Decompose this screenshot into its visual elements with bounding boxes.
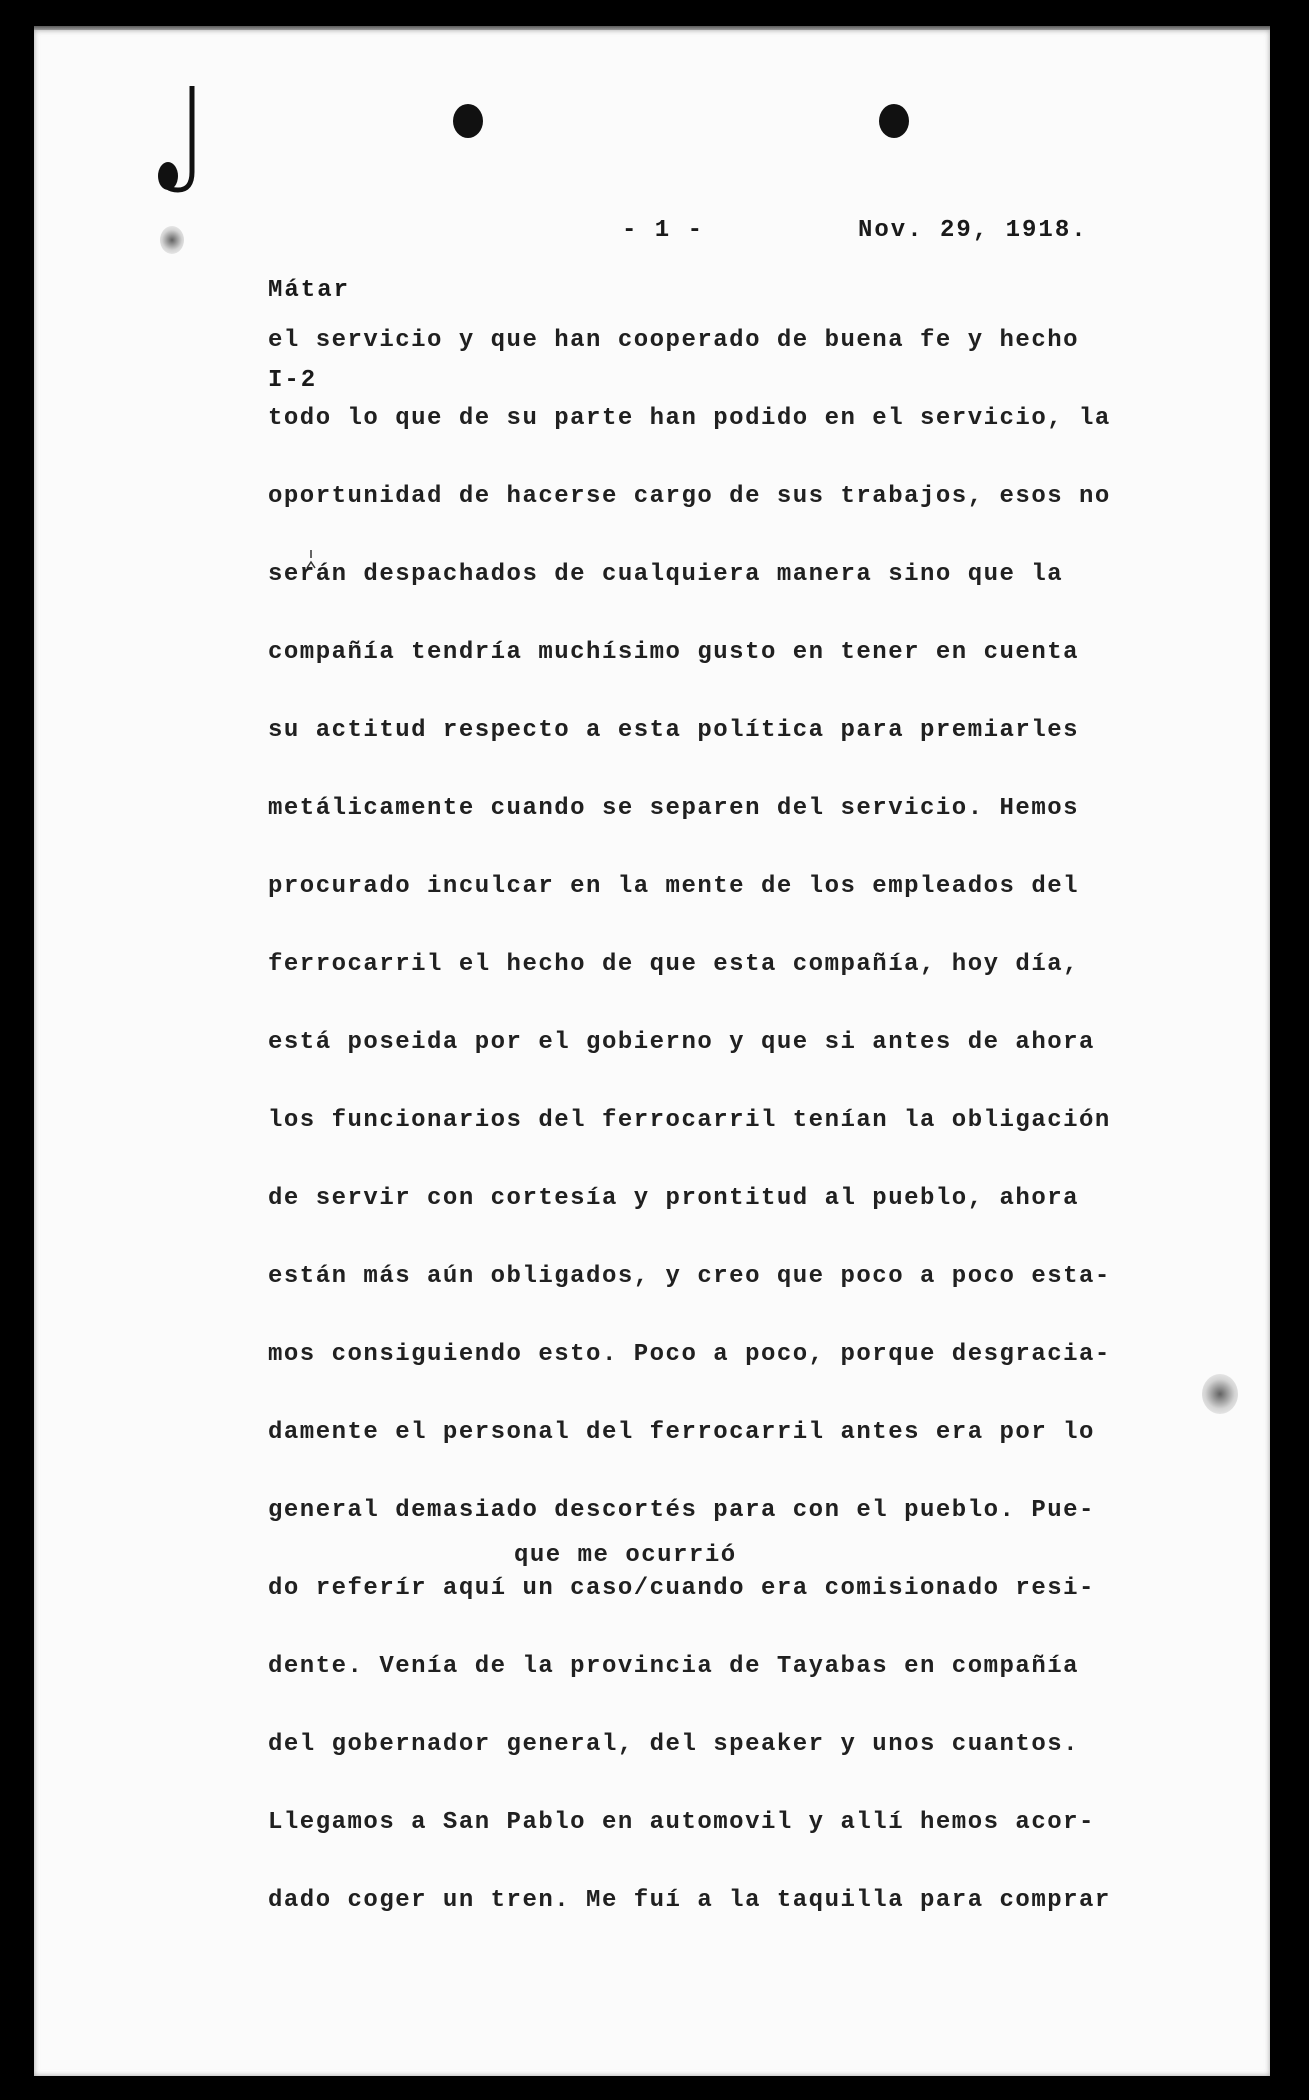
- text-line: del gobernador general, del speaker y unos cuantos.: [268, 1731, 1080, 1758]
- ink-smudge-left: [160, 226, 184, 254]
- text-line: damente el personal del ferrocarril antes era por lo: [268, 1419, 1095, 1446]
- text-line: compañía tendría muchísimo gusto en tener en cuenta: [268, 639, 1080, 666]
- text-line: todo lo que de su parte han podido en el servicio, la: [268, 405, 1111, 432]
- text-line: su actitud respecto a esta política para premiarles: [268, 717, 1080, 744]
- ink-smudge-right: [1202, 1374, 1238, 1414]
- text-line: dente. Venía de la provincia de Tayabas en compañía: [268, 1653, 1080, 1680]
- document-subcode: I-2: [268, 367, 318, 394]
- text-line: general demasiado descortés para con el pueblo. Pue-: [268, 1497, 1095, 1524]
- page-number: - 1 -: [622, 217, 705, 244]
- text-line: están más aún obligados, y creo que poco a poco esta-: [268, 1263, 1111, 1290]
- punch-hole-right: [879, 104, 909, 138]
- text-line: los funcionarios del ferrocarril tenían la obligación: [268, 1107, 1111, 1134]
- punch-hole-left: [453, 104, 483, 138]
- typed-body-text: [268, 320, 1111, 1958]
- document-code: Mátar: [268, 277, 351, 304]
- text-line: mos consiguiendo esto. Poco a poco, porque desgracia-: [268, 1341, 1111, 1368]
- text-line: está poseida por el gobierno y que si antes de ahora: [268, 1029, 1095, 1056]
- text-line: dado coger un tren. Me fuí a la taquilla para comprar: [268, 1887, 1111, 1914]
- text-line: metálicamente cuando se separen del servicio. Hemos: [268, 795, 1080, 822]
- text-line: serán despachados de cualquiera manera sino que la: [268, 561, 1064, 588]
- text-line: procurado inculcar en la mente de los empleados del: [268, 873, 1080, 900]
- text-line: ferrocarril el hecho de que esta compañía, hoy día,: [268, 951, 1080, 978]
- text-line: de servir con cortesía y prontitud al pueblo, ahora: [268, 1185, 1080, 1212]
- text-line: do referír aquí un caso/cuando era comisionado resi-: [268, 1575, 1095, 1602]
- text-line: Llegamos a San Pablo en automovil y allí hemos acor-: [268, 1809, 1095, 1836]
- text-line: el servicio y que han cooperado de buena fe y hecho: [268, 327, 1080, 354]
- text-line: oportunidad de hacerse cargo de sus trabajos, esos no: [268, 483, 1111, 510]
- binder-clip-mark: [158, 82, 202, 202]
- document-date: Nov. 29, 1918.: [858, 217, 1088, 244]
- handwritten-insertion: que me ocurrió: [514, 1542, 737, 1569]
